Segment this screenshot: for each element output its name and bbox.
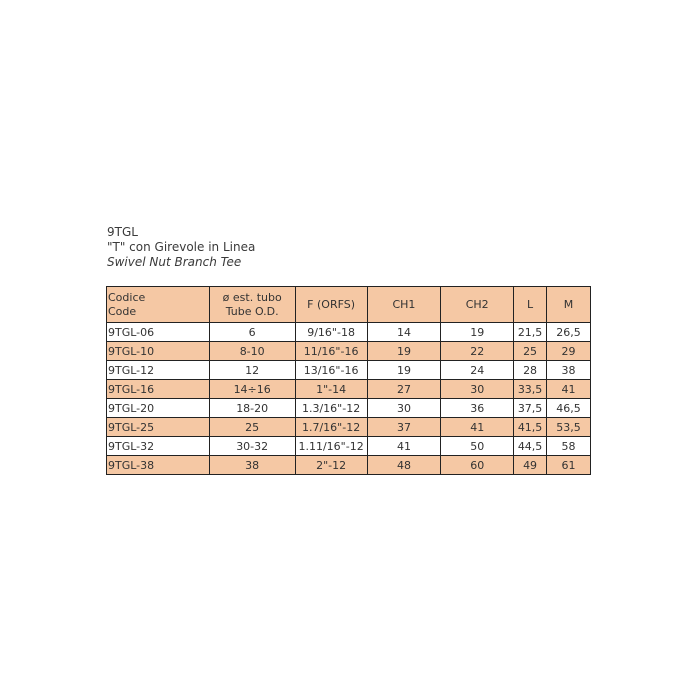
table-row — [107, 380, 591, 399]
cell-ch2: 24 — [441, 361, 514, 380]
cell-f: 1"-14 — [295, 380, 367, 399]
cell-l: 21,5 — [514, 323, 547, 342]
table-row — [107, 418, 591, 437]
product-code: 9TGL — [107, 225, 138, 239]
cell-ch1: 48 — [367, 456, 441, 475]
table-row — [107, 456, 591, 475]
table-row — [107, 361, 591, 380]
cell-ch1: 19 — [367, 342, 441, 361]
cell-code: 9TGL-10 — [107, 342, 210, 361]
cell-ch1: 14 — [367, 323, 441, 342]
product-heading — [107, 225, 255, 270]
header-tube-od-italian: ø est. tubo — [222, 290, 282, 304]
cell-f: 2"-12 — [295, 456, 367, 475]
header-row — [107, 287, 591, 323]
spec-table-header — [107, 287, 591, 323]
cell-m: 46,5 — [547, 399, 591, 418]
spec-table-body — [107, 323, 591, 475]
cell-ch1: 27 — [367, 380, 441, 399]
cell-ch2: 22 — [441, 342, 514, 361]
cell-code: 9TGL-32 — [107, 437, 210, 456]
cell-tube-od: 18-20 — [209, 399, 295, 418]
cell-m: 41 — [547, 380, 591, 399]
table-row — [107, 399, 591, 418]
cell-ch2: 19 — [441, 323, 514, 342]
cell-ch2: 41 — [441, 418, 514, 437]
table-row — [107, 342, 591, 361]
header-m: M — [547, 287, 591, 323]
cell-ch2: 50 — [441, 437, 514, 456]
header-l: L — [514, 287, 547, 323]
cell-tube-od: 30-32 — [209, 437, 295, 456]
header-tube-od — [209, 287, 295, 323]
cell-l: 28 — [514, 361, 547, 380]
cell-code: 9TGL-12 — [107, 361, 210, 380]
cell-ch1: 30 — [367, 399, 441, 418]
cell-code: 9TGL-20 — [107, 399, 210, 418]
cell-tube-od: 12 — [209, 361, 295, 380]
spec-table — [106, 286, 591, 475]
table-row — [107, 437, 591, 456]
cell-f: 11/16"-16 — [295, 342, 367, 361]
cell-l: 33,5 — [514, 380, 547, 399]
cell-ch1: 19 — [367, 361, 441, 380]
product-title-english: Swivel Nut Branch Tee — [107, 255, 242, 269]
header-code — [107, 287, 210, 323]
header-ch2: CH2 — [441, 287, 514, 323]
cell-l: 25 — [514, 342, 547, 361]
header-code-italian: Codice — [108, 290, 146, 304]
cell-m: 58 — [547, 437, 591, 456]
cell-tube-od: 8-10 — [209, 342, 295, 361]
cell-ch2: 36 — [441, 399, 514, 418]
cell-f: 1.7/16"-12 — [295, 418, 367, 437]
cell-tube-od: 14÷16 — [209, 380, 295, 399]
cell-m: 53,5 — [547, 418, 591, 437]
cell-l: 49 — [514, 456, 547, 475]
cell-f: 13/16"-16 — [295, 361, 367, 380]
header-ch1: CH1 — [367, 287, 441, 323]
cell-ch2: 60 — [441, 456, 514, 475]
header-tube-od-english: Tube O.D. — [225, 304, 279, 318]
cell-l: 37,5 — [514, 399, 547, 418]
product-title-italian: "T" con Girevole in Linea — [107, 240, 256, 254]
header-f: F (ORFS) — [295, 287, 367, 323]
cell-f: 9/16"-18 — [295, 323, 367, 342]
cell-tube-od: 6 — [209, 323, 295, 342]
cell-m: 61 — [547, 456, 591, 475]
cell-code: 9TGL-06 — [107, 323, 210, 342]
cell-ch1: 41 — [367, 437, 441, 456]
cell-l: 44,5 — [514, 437, 547, 456]
cell-code: 9TGL-38 — [107, 456, 210, 475]
cell-m: 26,5 — [547, 323, 591, 342]
cell-code: 9TGL-25 — [107, 418, 210, 437]
cell-ch1: 37 — [367, 418, 441, 437]
cell-m: 38 — [547, 361, 591, 380]
header-code-english: Code — [108, 304, 137, 318]
table-row — [107, 323, 591, 342]
cell-ch2: 30 — [441, 380, 514, 399]
cell-f: 1.3/16"-12 — [295, 399, 367, 418]
cell-m: 29 — [547, 342, 591, 361]
cell-code: 9TGL-16 — [107, 380, 210, 399]
cell-l: 41,5 — [514, 418, 547, 437]
cell-tube-od: 25 — [209, 418, 295, 437]
cell-tube-od: 38 — [209, 456, 295, 475]
cell-f: 1.11/16"-12 — [295, 437, 367, 456]
